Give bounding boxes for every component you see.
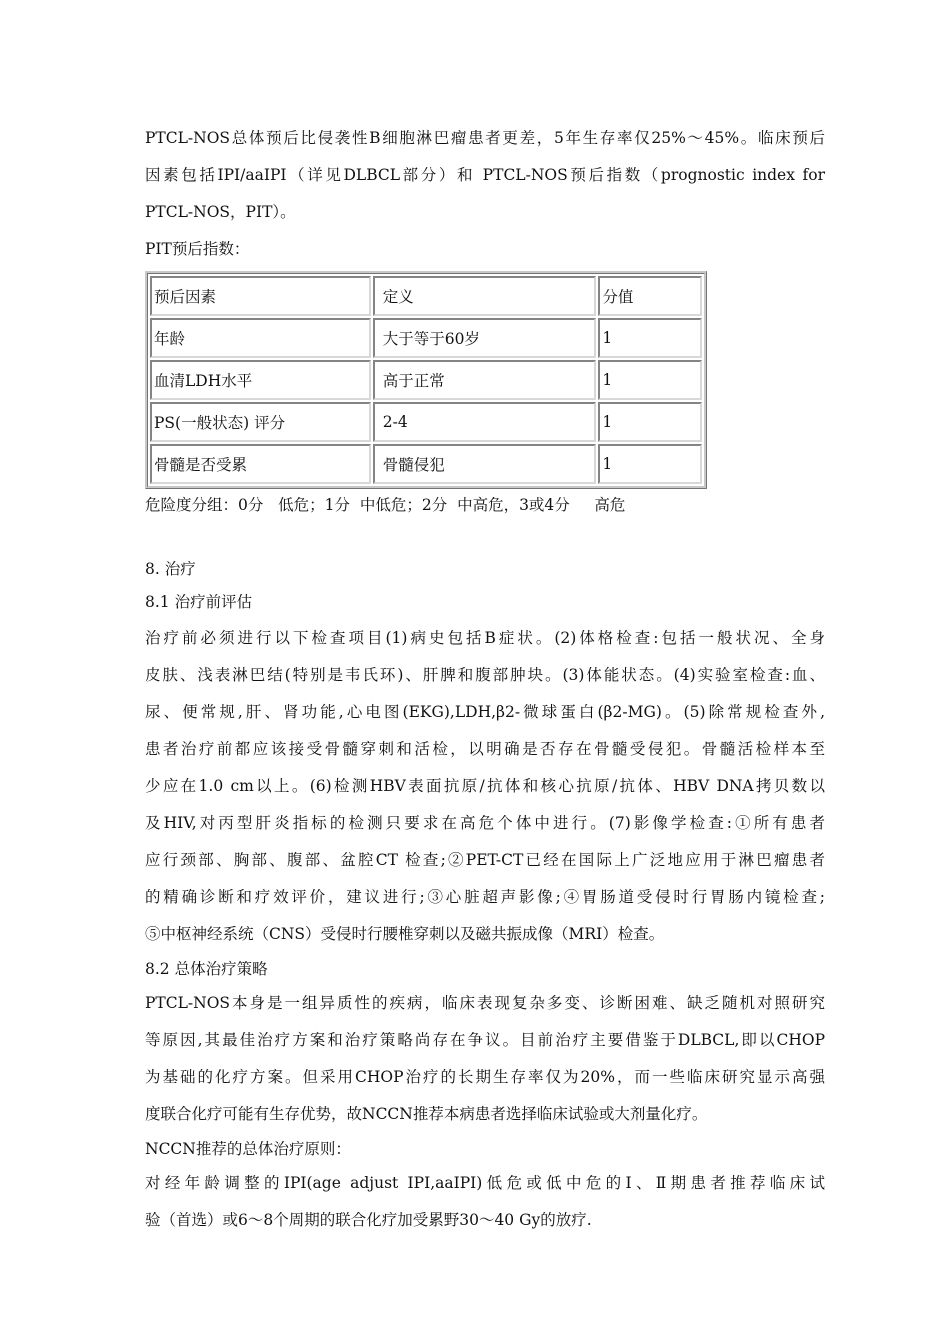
header-cell: 分值 (598, 276, 702, 316)
text-line: 为基础的化疗方案。但采用CHOP治疗的长期生存率仅为20%，而一些临床研究显示高强 (145, 1068, 825, 1086)
text-line: 治疗前必须进行以下检查项目(1)病史包括B症状。(2)体格检查:包括一般状况、全身 (145, 629, 825, 647)
table-cell: 2-4 (373, 402, 597, 442)
table-row (150, 444, 702, 484)
table-cell: PS(一般状态) 评分 (150, 402, 371, 442)
table-row (150, 360, 702, 400)
text-line: 的精确诊断和疗效评价，建议进行;③心脏超声影像;④胃肠道受侵时行胃肠内镜检查; (145, 888, 825, 906)
table-cell: 骨髓侵犯 (373, 444, 597, 484)
table-cell: 年龄 (150, 318, 371, 358)
section-heading: 8. 治疗 (145, 560, 196, 578)
header-cell: 定义 (373, 276, 597, 316)
text-line: 度联合化疗可能有生存优势，故NCCN推荐本病患者选择临床试验或大剂量化疗。 (145, 1105, 708, 1123)
table-cell: 1 (598, 402, 702, 442)
text-line: 及HIV,对丙型肝炎指标的检测只要求在高危个体中进行。(7)影像学检查:①所有患者 (145, 814, 825, 832)
text-line: PTCL-NOS，PIT）。 (145, 203, 296, 221)
table-cell: 血清LDH水平 (150, 360, 371, 400)
pretreatment-paragraph (145, 620, 825, 953)
risk-groups: 危险度分组：0分 低危；1分 中低危；2分 中高危，3或4分 高危 (145, 496, 626, 514)
text-line: 因素包括IPI/aaIPI（详见DLBCL部分）和 PTCL-NOS预后指数（prognostic index for (145, 166, 825, 184)
text-line: 尿、便常规,肝、肾功能,心电图(EKG),LDH,β2-微球蛋白(β2-MG)。(5)除常规检查外, (145, 703, 825, 721)
text-line: 皮肤、浅表淋巴结(特别是韦氏环)、肝脾和腹部肿块。(3)体能状态。(4)实验室检查:血、 (145, 666, 825, 684)
text-line: PTCL-NOS总体预后比侵袭性B细胞淋巴瘤患者更差，5年生存率仅25%～45%。临床预后 (145, 129, 825, 147)
pit-title: PIT预后指数： (145, 240, 250, 258)
document-page (145, 120, 825, 1239)
text-line: 等原因,其最佳治疗方案和治疗策略尚存在争议。目前治疗主要借鉴于DLBCL,即以CHOP (145, 1031, 825, 1049)
subsection-heading: 8.2 总体治疗策略 (145, 960, 268, 978)
text-line: ⑤中枢神经系统（CNS）受侵时行腰椎穿刺以及磁共振成像（MRI）检查。 (145, 925, 665, 943)
table-header-row (150, 276, 702, 316)
text-line: 验（首选）或6～8个周期的联合化疗加受累野30～40 Gy的放疗. (145, 1211, 592, 1229)
table-cell: 1 (598, 318, 702, 358)
table-cell: 1 (598, 360, 702, 400)
text-line: 患者治疗前都应该接受骨髓穿刺和活检，以明确是否存在骨髓受侵犯。骨髓活检样本至 (145, 740, 825, 758)
text-line: 对经年龄调整的IPI(age adjust IPI,aaIPI)低危或低中危的Ⅰ、Ⅱ期患者推荐临床试 (145, 1174, 825, 1192)
strategy-paragraph (145, 985, 825, 1133)
text-line: PTCL-NOS本身是一组异质性的疾病，临床表现复杂多变、诊断困难、缺乏随机对照研究 (145, 994, 825, 1012)
nccn-title: NCCN推荐的总体治疗原则： (145, 1140, 351, 1158)
table-cell: 大于等于60岁 (373, 318, 597, 358)
header-cell: 预后因素 (150, 276, 371, 316)
spacer (145, 520, 825, 554)
pit-table (145, 271, 707, 489)
subsection-heading: 8.1 治疗前评估 (145, 593, 253, 611)
table-row (150, 318, 702, 358)
table-cell: 高于正常 (373, 360, 597, 400)
nccn-paragraph (145, 1165, 825, 1239)
table-cell: 骨髓是否受累 (150, 444, 371, 484)
text-line: 应行颈部、胸部、腹部、盆腔CT 检查;②PET-CT已经在国际上广泛地应用于淋巴瘤患者 (145, 851, 825, 869)
table-row (150, 402, 702, 442)
text-line: 少应在1.0 cm以上。(6)检测HBV表面抗原/抗体和核心抗原/抗体、HBV DNA拷贝数以 (145, 777, 825, 795)
table-cell: 1 (598, 444, 702, 484)
intro-paragraph (145, 120, 825, 231)
